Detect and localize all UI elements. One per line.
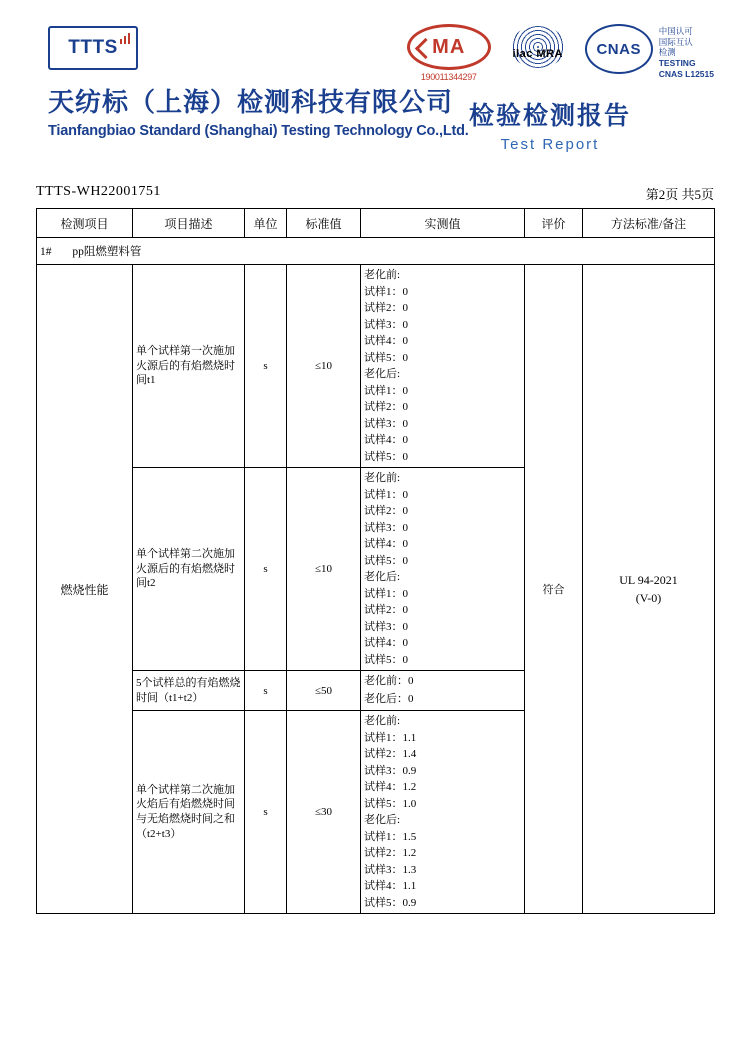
- measured-line: 试样4：0: [364, 637, 408, 649]
- measured-line: 试样2：0: [364, 505, 408, 517]
- measured-line: 试样2：0: [364, 302, 408, 314]
- cnas-icon: [585, 24, 653, 74]
- table-row: [37, 265, 715, 468]
- measured-line: 试样5：0: [364, 450, 408, 463]
- company-name-en: Tianfangbiao Standard (Shanghai) Testing Technology Co.,Ltd.: [48, 123, 469, 139]
- measured-line: 试样2：1.4: [364, 748, 417, 761]
- ttts-logo-text: TTTS: [68, 37, 118, 58]
- header-method-standard: 方法标准/备注: [583, 209, 715, 238]
- sample-row: [37, 238, 715, 265]
- measured-line: 老化前:: [364, 269, 401, 281]
- cnas-info-line1: 中国认可: [658, 26, 693, 36]
- header-unit: 单位: [245, 209, 287, 238]
- header-measured-value: 实测值: [361, 209, 525, 238]
- measured-line: 试样3：0: [364, 620, 408, 633]
- accreditation-marks: [407, 24, 714, 82]
- row-standard: ≤10: [287, 265, 361, 468]
- cma-mark: [407, 24, 491, 82]
- row-unit: s: [245, 711, 287, 914]
- logo-bars-icon: [120, 33, 130, 44]
- row-measured: [361, 671, 525, 711]
- measured-line: 老化后：0: [364, 692, 414, 705]
- measured-line: 试样3：0.9: [364, 764, 417, 777]
- cnas-info: [659, 24, 714, 79]
- report-title-cn: 检验检测报告: [468, 103, 631, 130]
- row-standard: ≤30: [287, 711, 361, 914]
- report-title-en: Test Report: [500, 136, 600, 153]
- cma-number: 190011344297: [420, 72, 477, 82]
- measured-line: 老化后:: [364, 571, 401, 583]
- test-item-name: 燃烧性能: [37, 265, 133, 914]
- cma-icon: [407, 24, 491, 70]
- measured-line: 试样3：0: [364, 417, 408, 430]
- measured-line: 试样5：0.9: [364, 896, 417, 909]
- test-results-table: [36, 208, 715, 914]
- row-description: 单个试样第一次施加火源后的有焰燃烧时间t1: [133, 265, 245, 468]
- measured-line: 试样5：0: [364, 554, 408, 567]
- company-name-cn: 天纺标（上海）检测科技有限公司: [48, 88, 454, 117]
- row-unit: s: [245, 671, 287, 711]
- sample-cell: [37, 238, 715, 265]
- method-standard: [583, 265, 715, 914]
- row-description: 单个试样第二次施加火焰后有焰燃烧时间与无焰燃烧时间之和（t2+t3）: [133, 711, 245, 914]
- measured-line: 试样1：1.1: [364, 731, 417, 744]
- measured-line: 老化后:: [364, 814, 401, 827]
- ilac-icon: [510, 26, 566, 68]
- measured-line: 试样2：1.2: [364, 847, 417, 860]
- row-unit: s: [245, 265, 287, 468]
- measured-line: 试样4：0: [364, 538, 408, 550]
- ilac-label: ilac MRA: [512, 48, 563, 60]
- evaluation-result: 符合: [525, 265, 583, 914]
- measured-line: 试样5：0: [364, 351, 408, 364]
- cnas-info-line3: 检测: [658, 47, 676, 58]
- report-header: [0, 0, 750, 170]
- ilac-mra-mark: [501, 24, 575, 60]
- sample-number: 1#: [40, 246, 52, 258]
- header-description: 项目描述: [133, 209, 245, 238]
- measured-line: 试样4：0: [364, 434, 408, 446]
- measured-line: 试样4：1.1: [364, 880, 417, 893]
- measured-line: 试样3：0: [364, 521, 408, 534]
- measured-line: 试样4：0: [364, 335, 408, 347]
- measured-line: 试样2：0: [364, 401, 408, 413]
- header-evaluation: 评价: [525, 209, 583, 238]
- measured-line: 试样4：1.2: [364, 781, 417, 794]
- cnas-info-line4: TESTING: [658, 57, 696, 68]
- measured-line: 老化前:: [364, 715, 401, 728]
- header-standard-value: 标准值: [287, 209, 361, 238]
- row-unit: s: [245, 468, 287, 671]
- measured-line: 试样2：0: [364, 604, 408, 616]
- ttts-logo: [48, 26, 138, 70]
- measured-line: 试样5：1.0: [364, 797, 417, 810]
- measured-line: 试样1：0: [364, 384, 408, 397]
- measured-line: 试样1：0: [364, 587, 408, 600]
- method-line-1: UL 94-2021: [619, 573, 678, 588]
- row-measured: [361, 468, 525, 671]
- row-standard: ≤50: [287, 671, 361, 711]
- method-line-2: (V-0): [635, 591, 662, 606]
- page-number: 第2页 共5页: [645, 187, 714, 202]
- row-description: 5个试样总的有焰燃烧时间（t1+t2）: [133, 671, 245, 711]
- row-measured: [361, 265, 525, 468]
- header-item: 检测项目: [37, 209, 133, 238]
- measured-line: 试样5：0: [364, 653, 408, 666]
- measured-line: 老化前：0: [364, 675, 414, 687]
- report-title: [420, 96, 680, 153]
- cnas-info-line5: CNAS L12515: [658, 68, 714, 79]
- cnas-label: CNAS: [596, 40, 641, 58]
- measured-line: 试样3：1.3: [364, 863, 417, 876]
- measured-line: 试样1：0: [364, 285, 408, 298]
- row-description: 单个试样第二次施加火源后的有焰燃烧时间t2: [133, 468, 245, 671]
- table-header-row: [37, 209, 715, 238]
- row-measured: [361, 711, 525, 914]
- measured-line: 老化后:: [364, 368, 401, 380]
- cma-label: MA: [432, 35, 466, 58]
- report-meta: [36, 184, 714, 204]
- report-number: TTTS-WH22001751: [36, 184, 161, 199]
- row-standard: ≤10: [287, 468, 361, 671]
- cnas-info-line2: 国际互认: [658, 36, 693, 47]
- measured-line: 老化前:: [364, 472, 401, 484]
- measured-line: 试样1：1.5: [364, 830, 417, 843]
- measured-line: 试样3：0: [364, 318, 408, 331]
- cnas-mark: [585, 24, 714, 79]
- measured-line: 试样1：0: [364, 488, 408, 501]
- sample-name: pp阻燃塑料管: [72, 246, 142, 258]
